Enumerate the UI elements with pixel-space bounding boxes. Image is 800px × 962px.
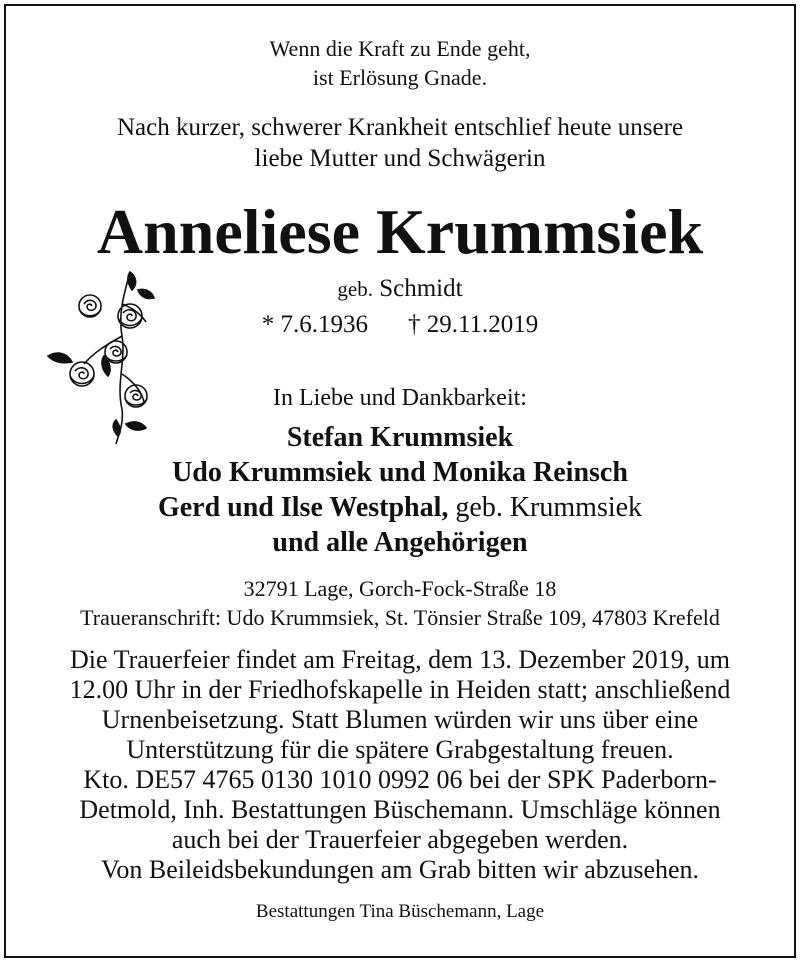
motto-line: Wenn die Kraft zu Ende geht, <box>269 36 531 61</box>
notice-line: Unterstützung für die spätere Grabgestaltung freuen. <box>126 735 674 764</box>
motto-line: ist Erlösung Gnade. <box>312 65 488 90</box>
address-block <box>0 574 800 632</box>
mourner-maiden: geb. Krummsiek <box>448 492 643 523</box>
mourner-line <box>0 490 800 525</box>
home-address: 32791 Lage, Gorch-Fock-Straße 18 <box>243 576 557 601</box>
notice-line: auch bei der Trauerfeier abgegeben werden. <box>171 825 629 854</box>
undertaker-credit: Bestattungen Tina Büschemann, Lage <box>255 901 545 922</box>
mourner-line: Stefan Krummsiek <box>286 422 514 453</box>
maiden-surname: Schmidt <box>379 275 463 302</box>
intro-text <box>0 112 800 174</box>
gratitude-line: In Liebe und Dankbarkeit: <box>273 385 527 411</box>
funeral-notice <box>20 645 780 885</box>
mourning-address: Traueranschrift: Udo Krummsiek, St. Tönsier Straße 109, 47803 Krefeld <box>80 605 720 630</box>
mourners-list <box>0 420 800 560</box>
motto <box>0 34 800 92</box>
birth-date: * 7.6.1936 <box>261 311 368 338</box>
deceased-name: Anneliese Krummsiek <box>96 196 704 267</box>
intro-line: liebe Mutter und Schwägerin <box>254 145 546 172</box>
notice-line: Kto. DE57 4765 0130 1010 0992 06 bei der SPK Paderborn- <box>83 765 717 794</box>
notice-line: Urnenbeisetzung. Statt Blumen würden wir uns über eine <box>101 705 699 734</box>
roses-illustration-icon <box>38 264 158 446</box>
mourner-names: Gerd und Ilse Westphal, <box>157 492 449 523</box>
mourner-line: Udo Krummsiek und Monika Reinsch <box>172 457 628 488</box>
mourner-line: und alle Angehörigen <box>272 527 528 558</box>
notice-line: Von Beileidsbekundungen am Grab bitten wir abzusehen. <box>100 855 700 884</box>
notice-line: Detmold, Inh. Bestattungen Büschemann. Umschläge können <box>79 795 721 824</box>
death-date: † 29.11.2019 <box>407 311 539 338</box>
notice-line: 12.00 Uhr in der Friedhofskapelle in Heiden statt; anschließend <box>69 675 731 704</box>
intro-line: Nach kurzer, schwerer Krankheit entschlief heute unsere <box>116 114 684 141</box>
notice-line: Die Trauerfeier findet am Freitag, dem 13. Dezember 2019, um <box>70 645 730 674</box>
maiden-prefix: geb. <box>337 277 373 301</box>
